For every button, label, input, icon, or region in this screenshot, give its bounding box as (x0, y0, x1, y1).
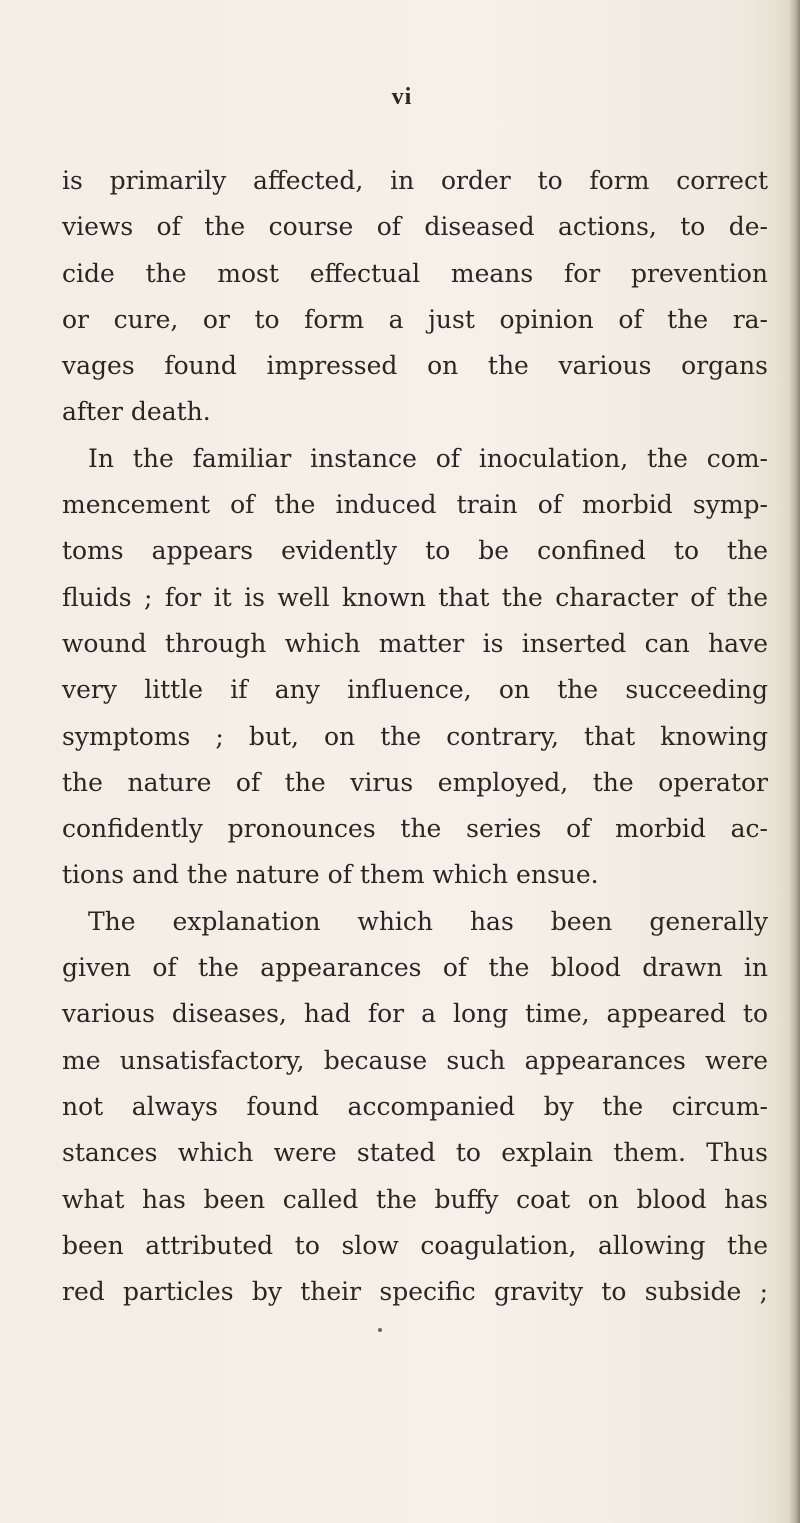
page-edge-shadow (790, 0, 800, 1523)
page-number: vi (391, 84, 413, 110)
text-line: red particles by their specific gravity to subside ; (62, 1277, 768, 1307)
text-line: very little if any influence, on the succeeding (62, 675, 768, 705)
text-line: In the familiar instance of inoculation, the com- (88, 443, 768, 473)
text-line: tions and the nature of them which ensue. (62, 860, 599, 890)
text-line: given of the appearances of the blood drawn in (62, 953, 768, 983)
text-line: views of the course of diseased actions, to de- (62, 212, 768, 242)
text-line: not always found accompanied by the circum- (62, 1091, 768, 1121)
body-text (62, 158, 768, 1315)
paper-speck (378, 1328, 382, 1332)
text-line: what has been called the buffy coat on blood has (62, 1184, 768, 1214)
text-line: or cure, or to form a just opinion of the ra- (62, 304, 768, 334)
text-line: after death. (62, 397, 211, 427)
text-line: been attributed to slow coagulation, allowing the (62, 1230, 768, 1260)
text-line: wound through which matter is inserted can have (62, 628, 768, 658)
text-line: vages found impressed on the various organs (62, 351, 768, 381)
text-line: me unsatisfactory, because such appearances were (62, 1045, 768, 1075)
text-line: The explanation which has been generally (88, 906, 768, 936)
text-line: various diseases, had for a long time, appeared to (62, 999, 768, 1029)
text-line: toms appears evidently to be confined to the (62, 536, 768, 566)
text-line: is primarily affected, in order to form correct (62, 166, 768, 195)
text-line: cide the most effectual means for prevention (62, 258, 768, 288)
text-line: confidently pronounces the series of morbid ac- (62, 814, 768, 844)
text-line: fluids ; for it is well known that the character of the (62, 582, 768, 612)
text-line: the nature of the virus employed, the operator (62, 767, 768, 797)
text-line: symptoms ; but, on the contrary, that knowing (62, 721, 768, 751)
text-line: stances which were stated to explain them. Thus (62, 1138, 768, 1168)
text-line: mencement of the induced train of morbid symp- (62, 490, 768, 520)
